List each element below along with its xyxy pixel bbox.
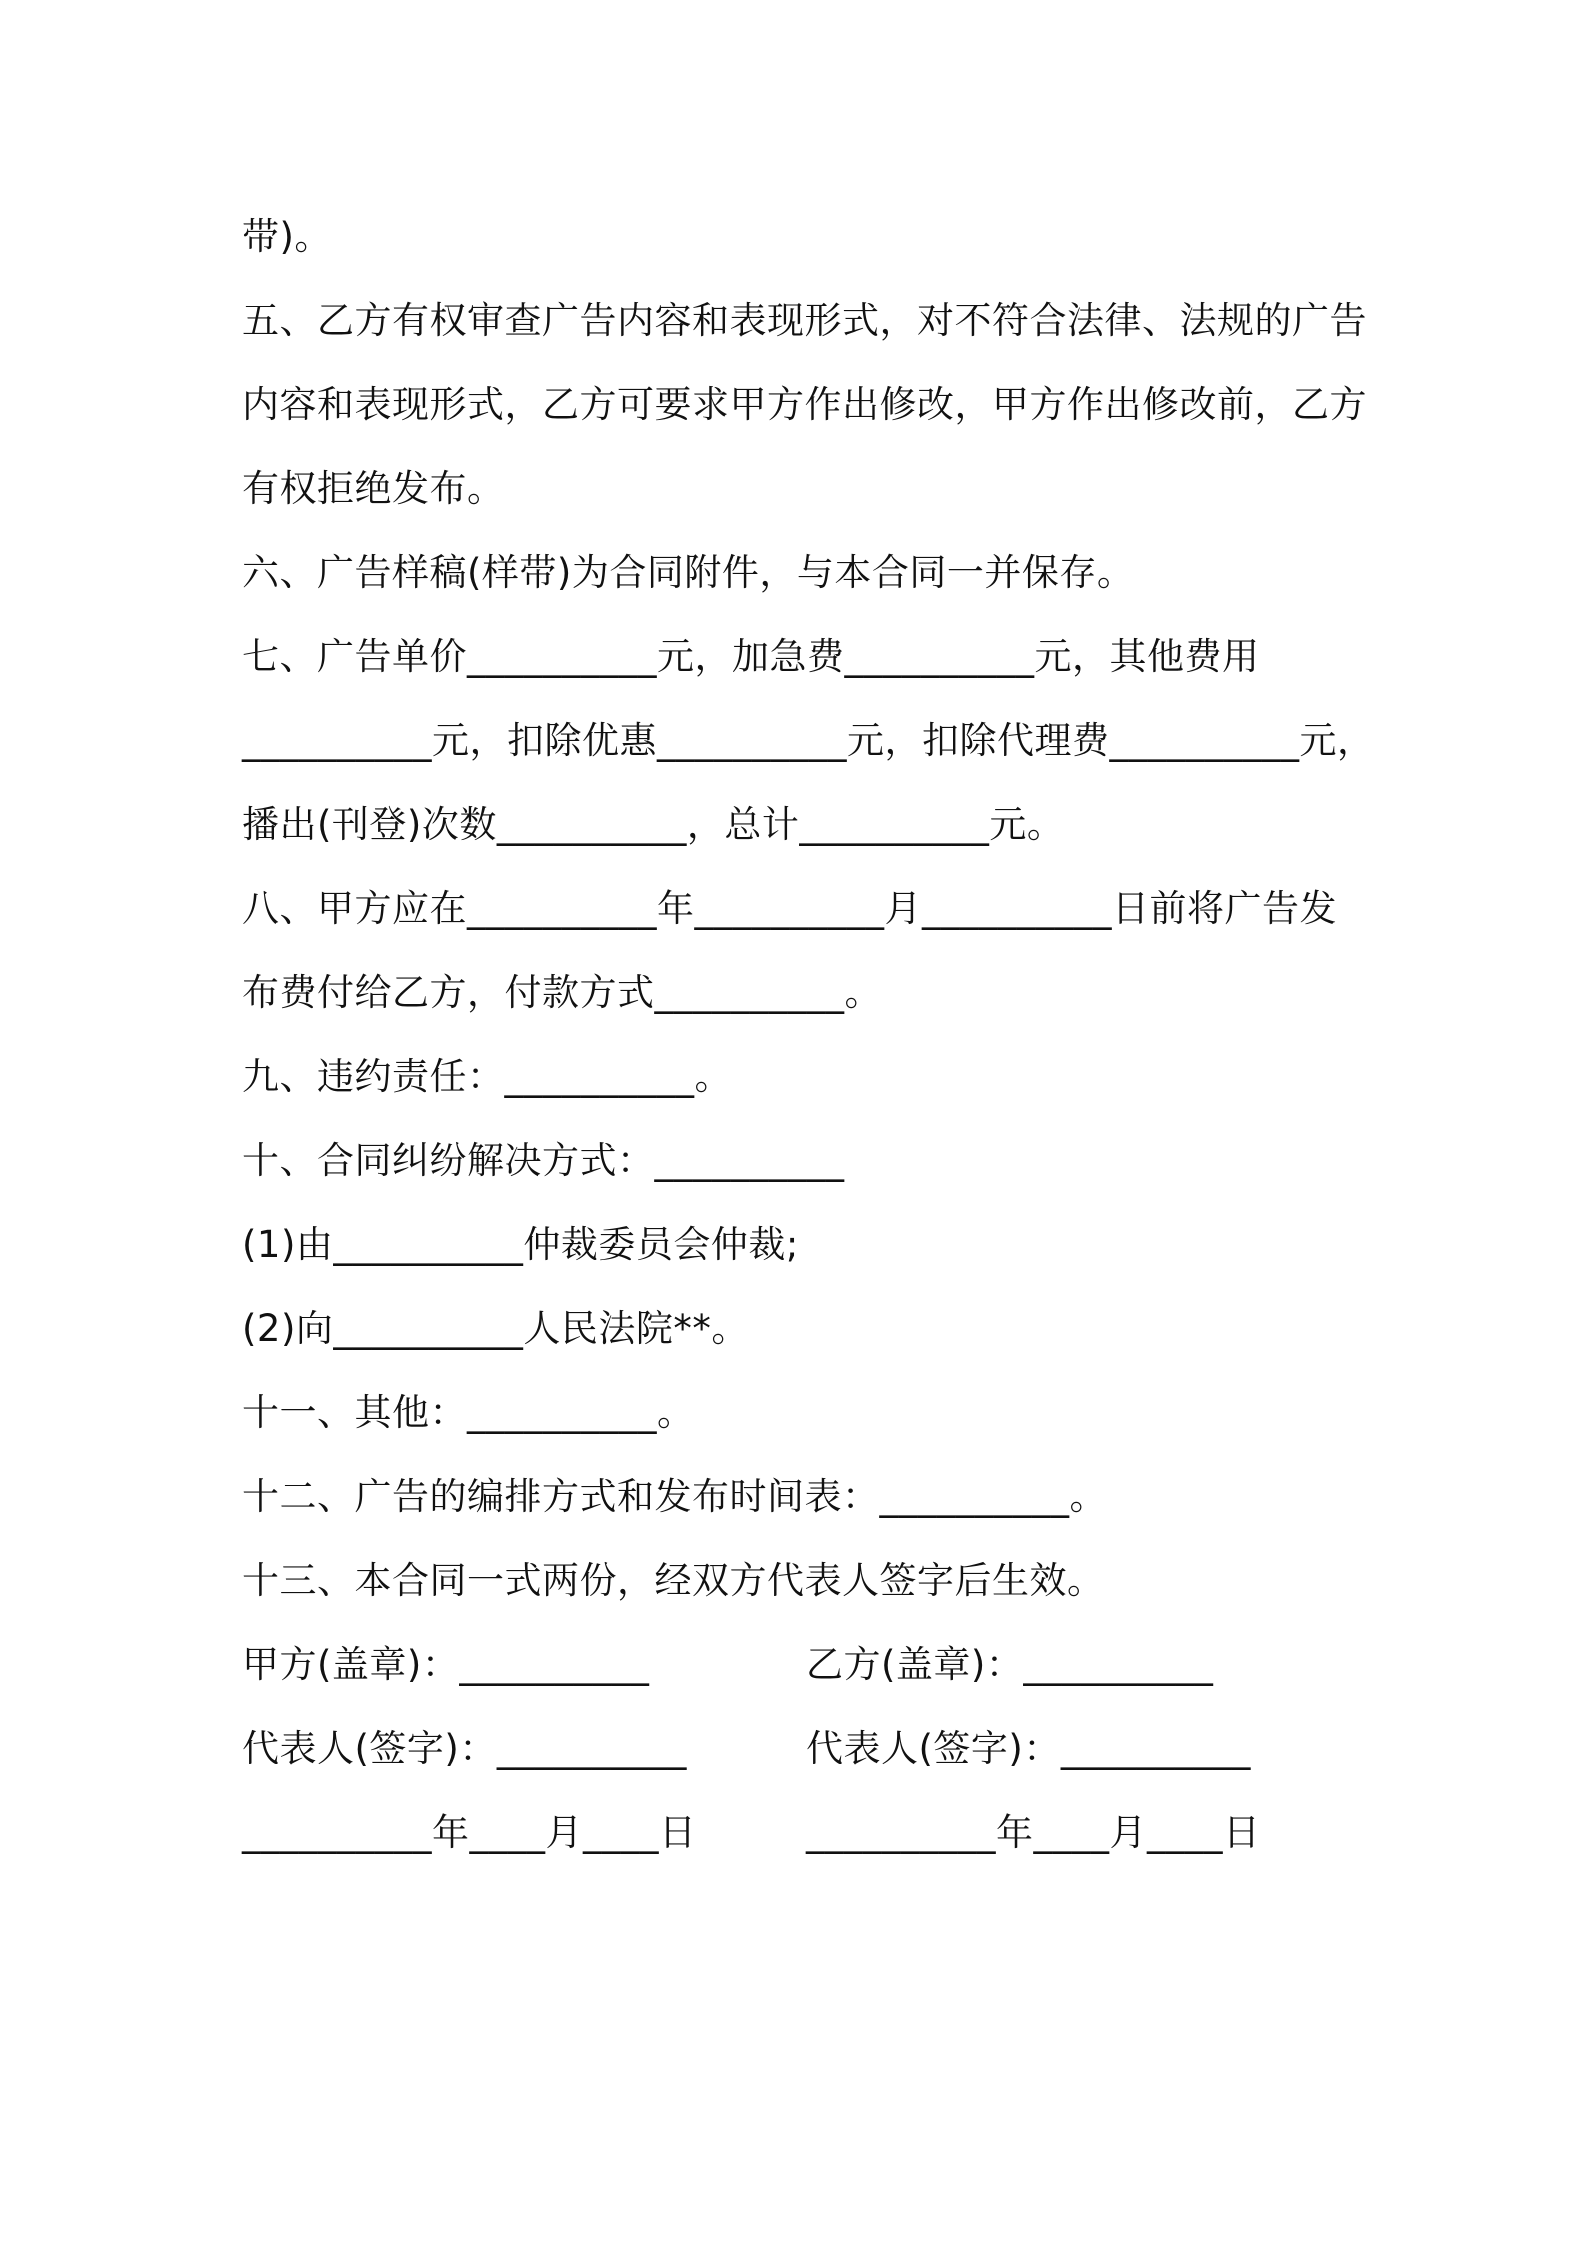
signature-row-seal	[242, 1623, 1362, 1707]
clause-13: 十三、本合同一式两份，经双方代表人签字后生效。	[242, 1559, 1105, 1602]
clause-8-line-1: 八、甲方应在__________年__________月__________日前将广告发	[242, 887, 1337, 930]
signature-row-date	[242, 1791, 1362, 1875]
clause-10-option-1: (1)由__________仲裁委员会仲裁;	[242, 1223, 799, 1266]
clause-12: 十二、广告的编排方式和发布时间表：__________。	[242, 1475, 1107, 1518]
clause-5-line-3: 有权拒绝发布。	[242, 467, 505, 510]
text-line: 带)。	[242, 215, 332, 258]
clause-10: 十、合同纠纷解决方式：__________	[242, 1139, 845, 1182]
clause-11: 十一、其他：__________。	[242, 1391, 695, 1434]
clause-8-line-2: 布费付给乙方，付款方式__________。	[242, 971, 882, 1014]
clause-5-line-1: 五、乙方有权审查广告内容和表现形式，对不符合法律、法规的广告	[242, 299, 1367, 342]
document-body	[242, 195, 1375, 1875]
party-a-seal-field: 甲方(盖章)：__________	[242, 1643, 650, 1686]
party-b-representative-field: 代表人(签字)：__________	[806, 1727, 1251, 1770]
party-b-date-field: __________年____月____日	[806, 1811, 1261, 1854]
clause-5-line-2: 内容和表现形式，乙方可要求甲方作出修改，甲方作出修改前，乙方	[242, 383, 1367, 426]
clause-6: 六、广告样稿(样带)为合同附件，与本合同一并保存。	[242, 551, 1135, 594]
party-a-representative-field: 代表人(签字)：__________	[242, 1727, 687, 1770]
clause-10-option-2: (2)向__________人民法院**。	[242, 1307, 749, 1350]
party-a-date-field: __________年____月____日	[242, 1811, 697, 1854]
clause-7-line-3: 播出(刊登)次数__________，总计__________元。	[242, 803, 1065, 846]
clause-7-line-1: 七、广告单价__________元，加急费__________元，其他费用	[242, 635, 1260, 678]
clause-9: 九、违约责任：__________。	[242, 1055, 732, 1098]
clause-7-line-2: __________元，扣除优惠__________元，扣除代理费__________元，	[242, 719, 1375, 762]
signature-row-representative	[242, 1707, 1362, 1791]
party-b-seal-field: 乙方(盖章)：__________	[806, 1643, 1214, 1686]
